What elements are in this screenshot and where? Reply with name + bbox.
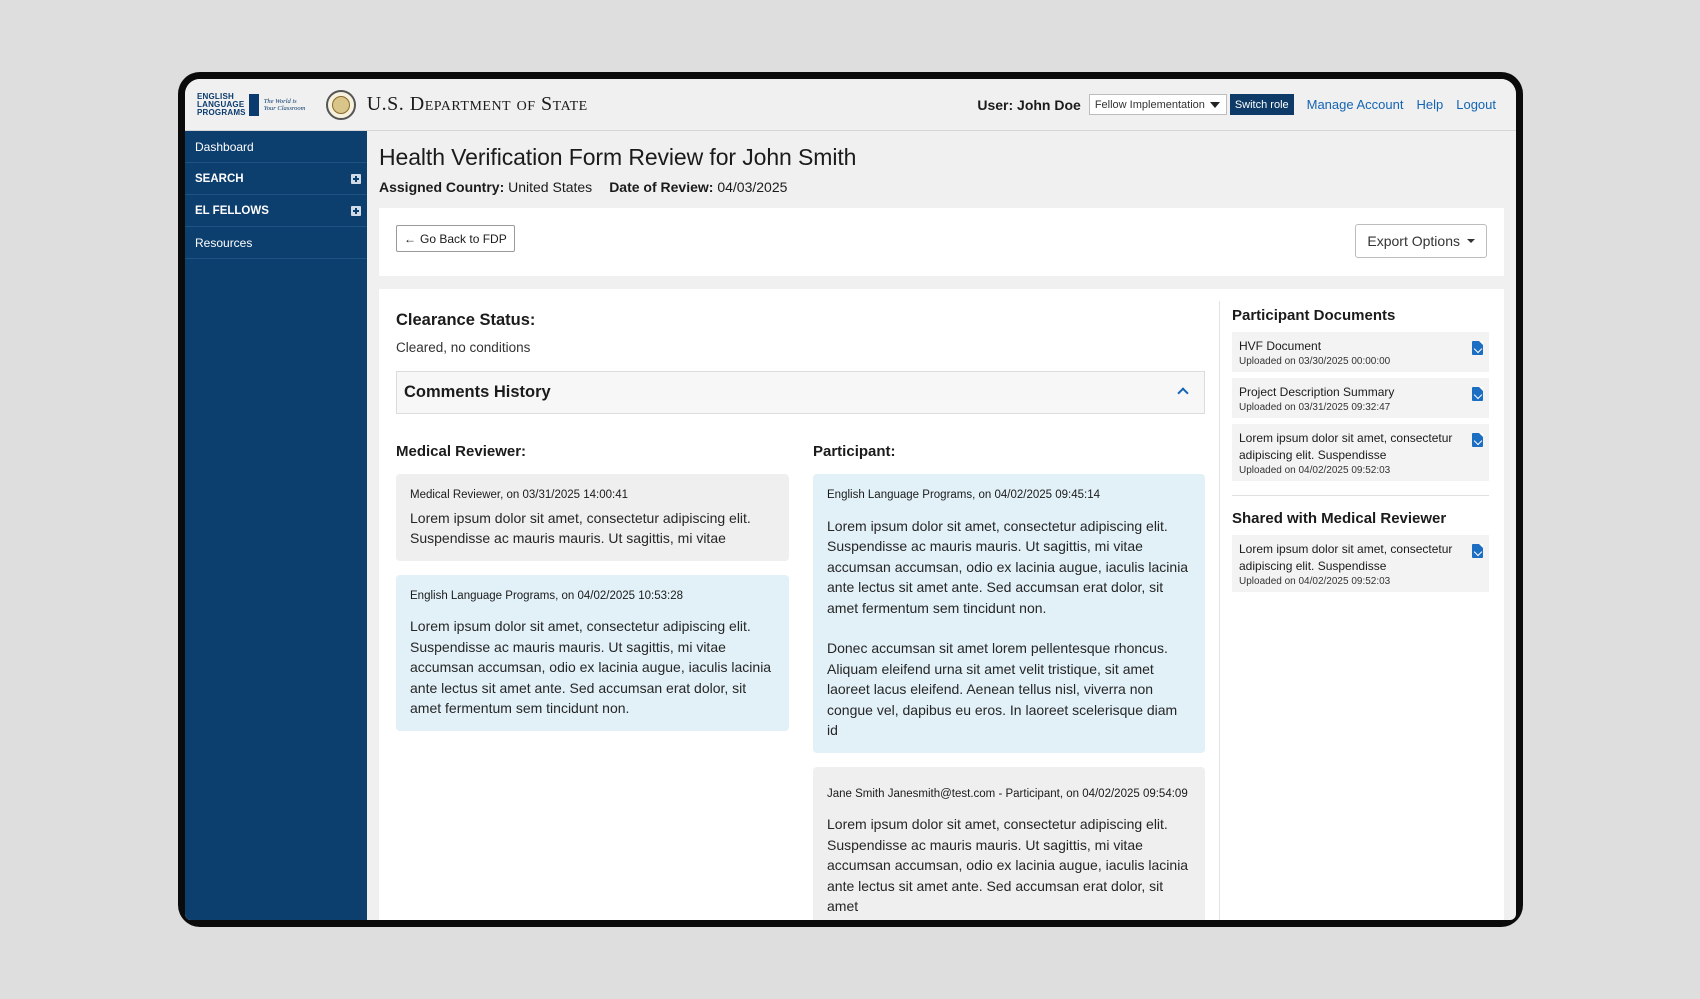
participant-heading: Participant: — [813, 443, 896, 460]
review-left-column — [396, 289, 1205, 914]
user-label: User: John Doe — [977, 96, 1081, 113]
review-meta: Assigned Country: United States Date of Review: 04/03/2025 — [379, 179, 788, 195]
state-department-seal-icon — [326, 90, 356, 120]
manage-account-link[interactable]: Manage Account — [1306, 97, 1404, 112]
comment-text: Lorem ipsum dolor sit amet, consectetur adipiscing elit. Suspendisse ac mauris mauris. Ut sagittis, mi vitae accumsan accumsan, odio ex lacinia augue, iaculis lacinia ante lectus sit amet ante. Sed accumsan erat dolor, sit amet fermentum sem tincidunt non. — [827, 517, 1189, 616]
comment-author: English Language Programs, on 04/02/2025 09:45:14 — [827, 489, 1101, 501]
user-controls — [977, 94, 1496, 115]
comment-text: Lorem ipsum dolor sit amet, consectetur adipiscing elit. Suspendisse ac mauris mauris. Ut sagittis, mi vitae accumsan accumsan, odio ex lacinia augue, iaculis lacinia ante lectus sit amet ante. Sed accumsan erat dolor, sit amet fermentum sem tincidunt non. — [410, 618, 772, 716]
go-back-button[interactable]: ← Go Back to FDP — [396, 225, 515, 252]
medical-reviewer-comments — [396, 417, 789, 731]
help-link[interactable]: Help — [1416, 97, 1444, 112]
document-name: HVF Document — [1239, 339, 1322, 353]
elp-logo-text: ENGLISH LANGUAGE PROGRAMS — [197, 91, 246, 117]
main-content — [367, 131, 1516, 920]
elp-logo-mark — [249, 94, 259, 116]
divider — [1232, 495, 1489, 496]
comment-bubble — [396, 575, 789, 731]
sidebar — [185, 131, 367, 920]
document-name: Project Description Summary — [1239, 385, 1395, 399]
app-screen — [185, 79, 1516, 920]
comment-bubble — [396, 474, 789, 561]
role-select[interactable]: Fellow Implementation — [1089, 94, 1227, 115]
chevron-up-icon — [1177, 387, 1188, 398]
document-item[interactable] — [1232, 332, 1489, 372]
review-panel — [379, 289, 1504, 920]
department-title: U.S. DEPARTMENT OF STATE — [366, 93, 588, 115]
sidebar-item-resources[interactable]: Resources — [185, 227, 367, 259]
document-upload-date: Uploaded on 04/02/2025 09:52:03 — [1239, 465, 1391, 476]
comments-history-toggle[interactable]: Comments History — [396, 371, 1205, 414]
export-options-button[interactable]: Export Options — [1355, 224, 1487, 258]
sidebar-item-search[interactable]: SEARCH — [185, 163, 367, 195]
sidebar-item-dashboard[interactable]: Dashboard — [185, 131, 367, 163]
participant-documents-heading: Participant Documents — [1232, 307, 1396, 324]
arrow-left-icon: ← — [404, 231, 416, 246]
review-date: 04/03/2025 — [717, 179, 788, 195]
document-upload-date: Uploaded on 04/02/2025 09:52:03 — [1239, 576, 1391, 587]
assigned-country: United States — [508, 179, 593, 195]
page-title: Health Verification Form Review for John Smith — [379, 144, 857, 170]
switch-role-button[interactable]: Switch role — [1230, 94, 1294, 115]
document-upload-date: Uploaded on 03/30/2025 00:00:00 — [1239, 356, 1391, 367]
comment-text: Lorem ipsum dolor sit amet, consectetur adipiscing elit. Suspendisse ac mauris mauris. Ut sagittis, mi vitae accumsan accumsan, odio ex lacinia augue, iaculis lacinia ante lectus sit amet ante. Sed accumsan erat dolor, sit amet — [827, 816, 1189, 914]
file-download-icon[interactable] — [1472, 544, 1483, 558]
comment-bubble — [813, 474, 1205, 753]
document-name: Lorem ipsum dolor sit amet, consectetur adipiscing elit. Suspendisse — [1239, 542, 1453, 573]
clearance-status-label: Clearance Status: — [396, 311, 536, 329]
comment-author: Medical Reviewer, on 03/31/2025 14:00:41 — [410, 489, 629, 501]
shared-documents-heading: Shared with Medical Reviewer — [1232, 510, 1447, 527]
documents-column — [1219, 301, 1489, 920]
logout-link[interactable]: Logout — [1456, 97, 1496, 112]
document-name: Lorem ipsum dolor sit amet, consectetur adipiscing elit. Suspendisse — [1239, 431, 1453, 462]
file-download-icon[interactable] — [1472, 341, 1483, 355]
comment-bubble — [813, 767, 1205, 921]
elp-logo-tagline: The World is Your Classroom — [263, 97, 306, 112]
document-item[interactable] — [1232, 378, 1489, 418]
file-download-icon[interactable] — [1472, 387, 1483, 401]
clearance-status-value: Cleared, no conditions — [396, 340, 531, 355]
sidebar-item-el-fellows[interactable]: EL FELLOWS — [185, 195, 367, 227]
elp-logo[interactable] — [197, 90, 308, 120]
comment-author: English Language Programs, on 04/02/2025 10:53:28 — [410, 589, 684, 602]
file-download-icon[interactable] — [1472, 433, 1483, 447]
document-upload-date: Uploaded on 03/31/2025 09:32:47 — [1239, 402, 1391, 413]
medical-reviewer-heading: Medical Reviewer: — [396, 443, 527, 460]
document-item[interactable] — [1232, 424, 1489, 481]
participant-comments — [813, 417, 1205, 920]
expand-icon[interactable] — [351, 206, 361, 216]
device-frame — [178, 72, 1523, 927]
comment-author: Jane Smith Janesmith@test.com - Participant, on 04/02/2025 09:54:09 — [827, 787, 1188, 800]
document-item[interactable] — [1232, 535, 1489, 592]
comment-text: Donec accumsan sit amet lorem pellentesque rhoncus. Aliquam eleifend urna sit amet velit tristique, sit amet laoreet lacus eleifend. Aenean tellus nisl, viverra non congue vel, dapibus eu eros. In laoreet scelerisque diam id — [827, 640, 1178, 738]
action-panel — [379, 208, 1504, 276]
top-header — [185, 79, 1516, 131]
chevron-down-icon — [1210, 102, 1220, 108]
comment-text: Lorem ipsum dolor sit amet, consectetur adipiscing elit. Suspendisse ac mauris mauris. Ut sagittis, mi vitae — [410, 509, 751, 546]
chevron-down-icon — [1467, 239, 1475, 243]
expand-icon[interactable] — [351, 174, 361, 184]
